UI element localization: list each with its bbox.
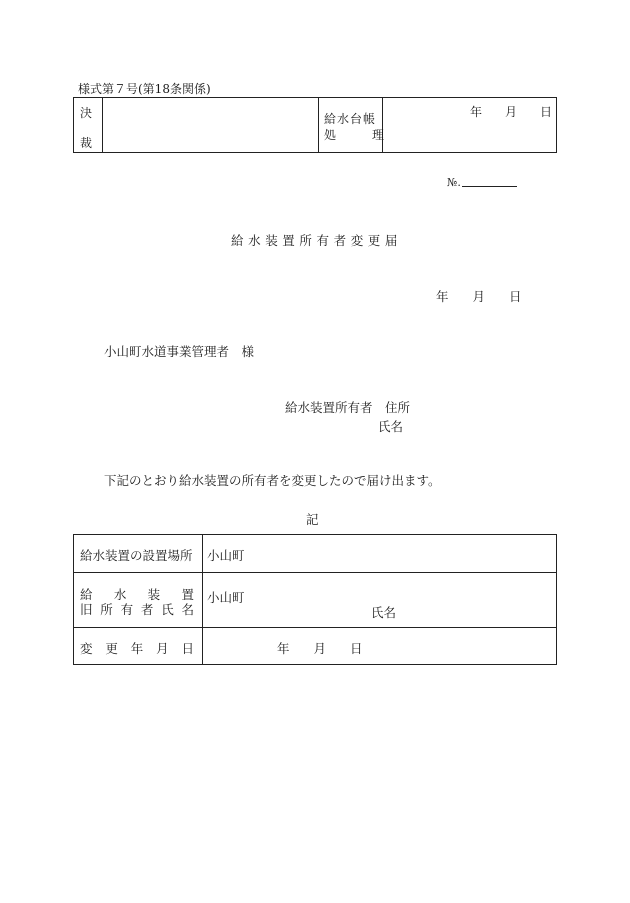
row-divider: [74, 572, 556, 573]
year-label: 年: [277, 641, 290, 656]
ledger-processing-label: 給水台帳: [324, 112, 377, 126]
submission-date[interactable]: [436, 287, 522, 305]
page-title: 給水装置所有者変更届: [231, 233, 403, 248]
row-divider: [74, 627, 556, 628]
approval-divider: [102, 98, 103, 152]
year-label: 年: [436, 289, 449, 304]
previous-owner-name-label: 氏名: [371, 605, 397, 620]
kessai-char: 決: [80, 106, 93, 120]
day-label: 日: [350, 641, 363, 656]
change-date-label: 変 更 年 月 日: [80, 641, 194, 656]
month-label: 月: [505, 105, 518, 119]
installation-location-value[interactable]: 小山町: [207, 548, 245, 563]
owner-address-label: 給水装置所有者 住所: [285, 400, 411, 415]
month-label: 月: [313, 641, 327, 656]
approval-stamp-area[interactable]: [104, 99, 316, 151]
installation-location-label: 給水装置の設置場所: [80, 548, 193, 563]
body-text: 下記のとおり給水装置の所有者を変更したので届け出ます。: [104, 473, 441, 488]
column-divider: [202, 535, 203, 664]
previous-owner-label-line2: 旧 所 有 者 氏 名: [80, 602, 194, 617]
ki-heading: 記: [306, 512, 319, 527]
year-label: 年: [470, 105, 483, 119]
number-field[interactable]: [462, 186, 517, 187]
owner-name-label: 氏名: [378, 419, 404, 434]
previous-owner-label-line1: 給 水 装 置: [80, 587, 194, 602]
recipient: 小山町水道事業管理者 様: [104, 344, 255, 359]
approval-divider: [318, 98, 319, 152]
number-label: №.: [447, 176, 461, 189]
approval-divider: [382, 98, 383, 152]
month-label: 月: [472, 289, 486, 304]
ledger-processing-label-2: 処 理: [324, 128, 385, 142]
kessai-char: 裁: [80, 136, 93, 150]
change-date-value[interactable]: [277, 639, 363, 657]
previous-owner-address[interactable]: 小山町: [207, 590, 245, 605]
form-header: 様式第７号(第18条関係): [78, 82, 211, 96]
approval-date[interactable]: [470, 103, 552, 120]
day-label: 日: [540, 105, 553, 119]
day-label: 日: [509, 289, 522, 304]
